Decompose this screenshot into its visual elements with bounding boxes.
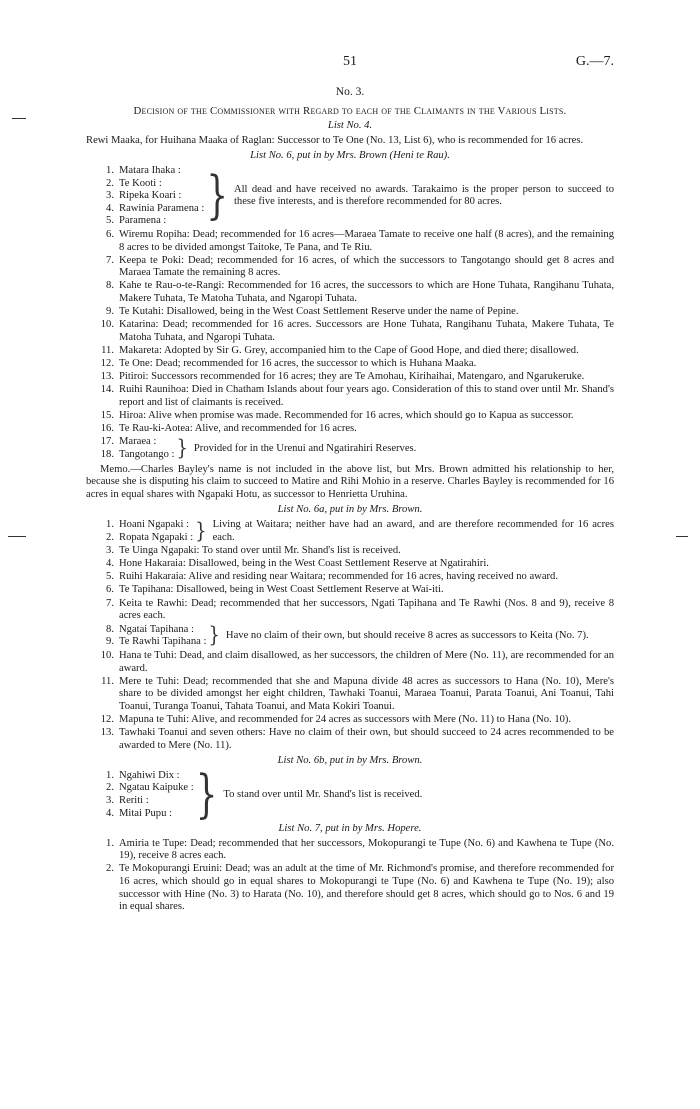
item-text: Te Tapihana: Disallowed, being in West Coast Settlement Reserve at Wai-iti. xyxy=(119,584,444,596)
item-number: 18. xyxy=(100,449,114,461)
list-item xyxy=(86,371,614,384)
item-number: 4. xyxy=(106,558,114,570)
item-text: Wiremu Ropiha: Dead; recommended for 16 acres—Maraea Tamate to receive one half (8 acres), and the remaining 8 acres to be divided amongst Taitoke, Te Pana, and Te Riu. xyxy=(119,228,614,253)
item-text: Keita te Rawhi: Dead; recommended that her successors, Ngati Tapihana and Te Rawhi (Nos. 8 and 9), receive 8 acres each. xyxy=(119,597,614,622)
item-text: Keepa te Poki: Dead; recommended for 16 acres, of which the successors to Tangotango should get 8 acres and Maraea Tamate the remaining 8 acres. xyxy=(119,254,614,279)
group-decision: To stand over until Mr. Shand's list is received. xyxy=(223,788,423,800)
list-6b-heading: List No. 6b, put in by Mrs. Brown. xyxy=(277,755,423,767)
claimant-name: Paramena : xyxy=(119,215,167,227)
margin-mark xyxy=(12,118,26,119)
item-number: 13. xyxy=(100,727,114,738)
group-decision: All dead and have received no awards. Tarakaimo is the proper person to succeed to these five interests, and is therefore recommended for 80 acres. xyxy=(233,183,614,208)
item-text: Hiroa: Alive when promise was made. Recommended for 16 acres, which should go to Kapua as successor. xyxy=(119,409,574,421)
item-text: Hana te Tuhi: Dead, and claim disallowed, as her successors, the children of Mere (No. 11), are recommended for an award. xyxy=(119,649,614,674)
item-text: Mere te Tuhi: Dead; recommended that she and Mapuna divide 48 acres as successors to Hana (No. 10), Mere's share to be divided amongst her eight children, Tawhaki Toanui, Maraea Toanui, Parata Toanui, Ani Toanui, Tahi Toanui, Turanga Toanui, Tahata Toanui, and Mata Kokiri Toanui. xyxy=(119,675,614,712)
list-item xyxy=(86,319,614,344)
list-6a-entries xyxy=(86,545,614,623)
document-reference: G.—7. xyxy=(575,54,614,69)
item-number: 5. xyxy=(106,215,114,227)
grouped-name xyxy=(86,782,194,795)
list-7-heading: List No. 7, put in by Mrs. Hopere. xyxy=(278,823,422,835)
item-text: Makareta: Adopted by Sir G. Grey, accompanied him to the Cape of Good Hope, and died there; disallowed. xyxy=(119,344,579,356)
item-text: Tawhaki Toanui and seven others: Have no claim of their own, but should succeed to 24 acres recommended to be awarded to Mere (No. 11). xyxy=(119,727,614,751)
item-number: 3. xyxy=(106,190,114,202)
item-number: 9. xyxy=(106,306,114,317)
list-7-entries xyxy=(86,838,614,914)
list-item xyxy=(86,714,614,727)
group-decision: Living at Waitara; neither have had an award, and are therefore recommended for 16 acres each. xyxy=(212,519,614,543)
claimant-name: Matara Ihaka : xyxy=(119,164,181,176)
item-number: 1. xyxy=(106,837,114,849)
item-text: Te Uinga Ngapaki: To stand over until Mr. Shand's list is received. xyxy=(119,545,401,557)
grouped-name xyxy=(86,795,194,808)
page-number: 51 xyxy=(343,54,357,69)
item-number: 11. xyxy=(101,344,114,356)
item-number: 13. xyxy=(100,370,114,382)
grouped-name xyxy=(86,215,204,228)
item-number: 1. xyxy=(106,519,114,530)
group-brace: } xyxy=(195,764,218,825)
item-number: 12. xyxy=(100,357,114,369)
group-decision: Have no claim of their own, but should receive 8 acres as successors to Keita (No. 7). xyxy=(225,630,589,642)
grouped-name xyxy=(86,203,204,216)
item-number: 10. xyxy=(100,649,114,661)
list-item xyxy=(86,650,614,675)
item-number: 16. xyxy=(100,422,114,434)
item-number: 8. xyxy=(106,280,114,292)
list-item xyxy=(86,863,614,913)
list-item xyxy=(86,676,614,714)
grouped-names xyxy=(86,770,194,820)
grouped-name xyxy=(86,165,204,178)
item-number: 4. xyxy=(106,807,114,819)
grouped-name xyxy=(86,532,193,545)
document-body xyxy=(86,86,614,914)
item-text: Te Kutahi: Disallowed, being in the West Coast Settlement Reserve under the name of Pepine. xyxy=(119,306,519,317)
grouped-names xyxy=(86,165,204,228)
claimant-name: Rawinia Paramena : xyxy=(119,202,205,214)
item-number: 4. xyxy=(106,202,114,214)
list-6-entries xyxy=(86,229,614,436)
claimant-name: Maraea : xyxy=(119,436,157,448)
group-brace: } xyxy=(195,518,207,544)
section-number: No. 3. xyxy=(335,86,365,98)
list-item xyxy=(86,345,614,358)
item-number: 15. xyxy=(100,409,114,421)
item-number: 1. xyxy=(106,164,114,176)
grouped-name xyxy=(86,436,174,449)
margin-mark xyxy=(8,536,26,537)
item-number: 2. xyxy=(106,863,114,875)
item-number: 7. xyxy=(106,254,114,266)
grouped-names xyxy=(86,624,206,649)
group-brace: } xyxy=(208,623,220,649)
item-text: Te Rau-ki-Aotea: Alive, and recommended for 16 acres. xyxy=(119,422,357,434)
group-decision: Provided for in the Urenui and Ngatirahiri Reserves. xyxy=(193,442,417,454)
item-number: 5. xyxy=(106,571,114,583)
item-number: 8. xyxy=(106,623,114,635)
claimant-name: Ropata Ngapaki : xyxy=(119,531,194,543)
list-item xyxy=(86,571,614,584)
item-text: Ruihi Hakaraia: Alive and residing near Waitara; recommended for 16 acres, having received no award. xyxy=(119,571,559,583)
list-4-heading: List No. 4. xyxy=(327,120,373,132)
item-text: Te Mokopurangi Eruini: Dead; was an adult at the time of Mr. Richmond's promise, and therefore recommended for 16 acres, which should go in equal shares to Mokopurangi te Tupe (No. 6) and Kawhena te Tupe (No. 19); also successor with Hine (No. 3) to Harata (No. 10), and therefore should get 8 acres, which should go to Nos. 6 and 19 in equal shares. xyxy=(119,863,614,913)
claimant-name: Reriti : xyxy=(119,794,149,806)
list-item xyxy=(86,410,614,423)
claimant-name: Mitai Pupu : xyxy=(119,807,172,819)
grouped-name xyxy=(86,449,174,462)
list-item xyxy=(86,558,614,571)
section-heading: Decision of the Commissioner with Regard to each of the Claimants in the Various Lists. xyxy=(133,104,567,117)
claimant-name: Ngatai Tapihana : xyxy=(119,623,194,635)
claimant-name: Te Rawhi Tapihana : xyxy=(119,636,207,648)
grouped-name xyxy=(86,770,194,783)
claimant-name: Te Kooti : xyxy=(119,177,162,189)
list-item xyxy=(86,358,614,371)
item-text: Ruihi Raunihoa: Died in Chatham Islands about four years ago. Consideration of this to stand over until Mr. Shand's report and list of claimants is received. xyxy=(119,384,614,408)
list-item xyxy=(86,598,614,623)
list-item xyxy=(86,229,614,254)
item-number: 12. xyxy=(100,713,114,725)
item-number: 2. xyxy=(106,177,114,189)
list-item xyxy=(86,255,614,280)
item-number: 1. xyxy=(106,769,114,781)
item-number: 17. xyxy=(100,436,114,448)
list-6b-group xyxy=(86,764,614,825)
item-number: 6. xyxy=(106,584,114,596)
item-text: Katarina: Dead; recommended for 16 acres. Successors are Hone Tuhata, Rangihanu Tuhata, Makere Tuhata, Te Matoha Tuhata, and Ngaropi Tuhata. xyxy=(119,319,614,343)
item-number: 2. xyxy=(106,782,114,794)
item-number: 3. xyxy=(106,545,114,557)
list-6-group-2 xyxy=(86,436,614,461)
grouped-name xyxy=(86,519,193,532)
grouped-name xyxy=(86,624,206,637)
item-text: Te One: Dead; recommended for 16 acres, the successor to which is Huhana Maaka. xyxy=(119,357,477,369)
item-number: 9. xyxy=(106,636,114,648)
item-number: 14. xyxy=(100,384,114,396)
item-text: Pitiroi: Successors recommended for 16 acres; they are Te Amohau, Kirihaihai, Matengaro, and Ngarukeruke. xyxy=(119,370,585,382)
item-text: Mapuna te Tuhi: Alive, and recommended for 24 acres as successors with Mere (No. 11) to Hana (No. 10). xyxy=(119,713,572,725)
margin-mark xyxy=(676,536,688,537)
claimant-name: Hoani Ngapaki : xyxy=(119,519,190,530)
item-number: 7. xyxy=(106,597,114,609)
list-4-entry: Rewi Maaka, for Huihana Maaka of Raglan: Successor to Te One (No. 13, List 6), who is recommended for 16 acres. xyxy=(86,134,584,146)
item-text: Hone Hakaraia: Disallowed, being in the West Coast Settlement Reserve at Ngatirahiri. xyxy=(119,558,489,570)
item-text: Amiria te Tupe: Dead; recommended that her successors, Mokopurangi te Tupe (No. 6) and Kawhena te Tupe (No. 19), receive 8 acres each. xyxy=(119,837,614,862)
grouped-names xyxy=(86,436,174,461)
list-item xyxy=(86,384,614,409)
list-item xyxy=(86,545,614,558)
memo: Memo.—Charles Bayley's name is not included in the above list, but Mrs. Brown admitted his relationship to her, because she is disputing his claim to succeed to Matire and Rihi Mohio in a reserve. Charles Bayley is recommended for 16 acres in equal shares with Ngapaki Hotu, as successor to Henrietta Uruhina. xyxy=(86,463,614,500)
list-item xyxy=(86,280,614,305)
grouped-name xyxy=(86,808,194,821)
claimant-name: Tangotango : xyxy=(119,449,175,461)
grouped-name xyxy=(86,190,204,203)
grouped-names xyxy=(86,519,193,544)
list-item xyxy=(86,838,614,863)
list-item xyxy=(86,306,614,319)
item-number: 10. xyxy=(100,319,114,331)
list-6a-group-2 xyxy=(86,624,614,649)
grouped-name xyxy=(86,178,204,191)
claimant-name: Ngahiwi Dix : xyxy=(119,769,180,781)
list-6a-group-1 xyxy=(86,519,614,544)
list-6a-heading: List No. 6a, put in by Mrs. Brown. xyxy=(277,504,423,516)
item-number: 3. xyxy=(106,794,114,806)
item-number: 2. xyxy=(106,531,114,543)
list-item xyxy=(86,584,614,597)
list-item xyxy=(86,727,614,752)
item-text: Kahe te Rau-o-te-Rangi: Recommended for 16 acres, the successors to which are Hone Tuhata, Rangihanu Tuhata, Makere Tuhata, Te Matoha Tuhata, and Ngaropi Tuhata. xyxy=(119,280,614,304)
list-6-heading: List No. 6, put in by Mrs. Brown (Heni te Rau). xyxy=(250,150,450,162)
list-item xyxy=(86,423,614,436)
group-brace: } xyxy=(206,166,228,227)
item-number: 6. xyxy=(106,228,114,240)
grouped-name xyxy=(86,636,206,649)
claimant-name: Ngatau Kaipuke : xyxy=(119,782,194,794)
list-6a-entries xyxy=(86,650,614,752)
item-number: 11. xyxy=(101,675,114,687)
list-6-group-1 xyxy=(86,165,614,228)
group-brace: } xyxy=(176,435,188,462)
claimant-name: Ripeka Koari : xyxy=(119,190,182,202)
